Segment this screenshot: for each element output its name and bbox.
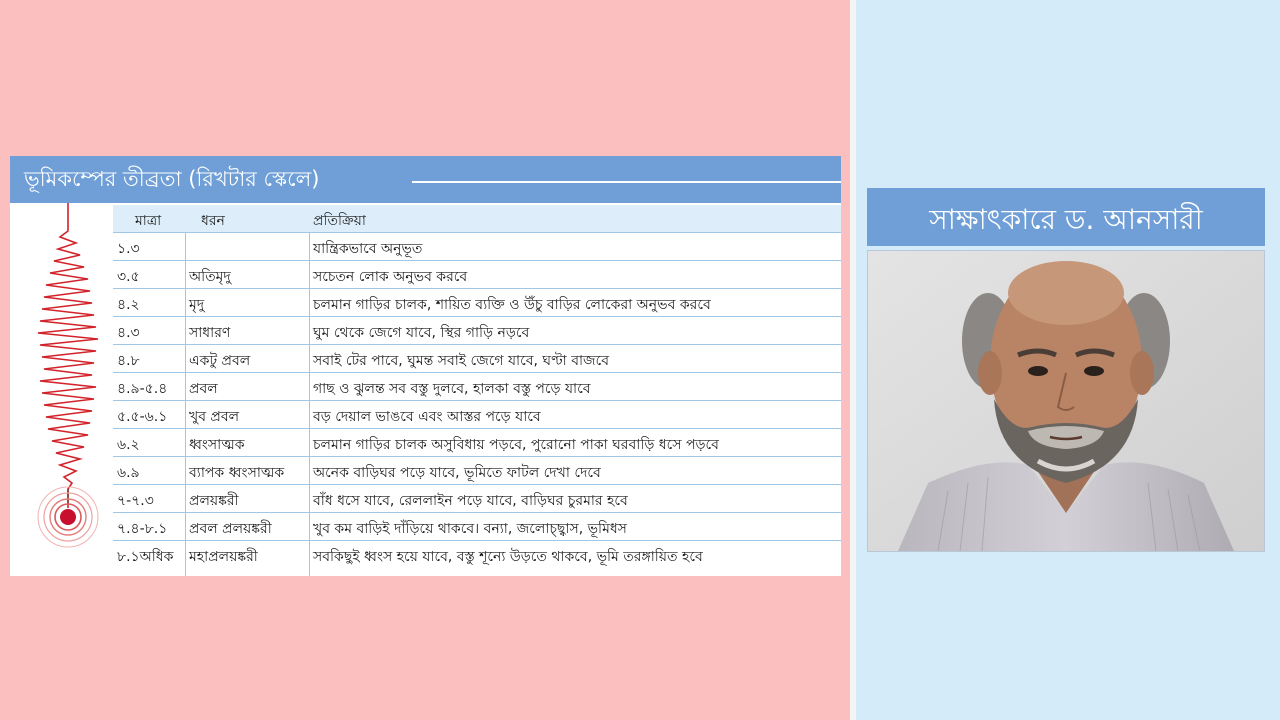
cell-magnitude: ৬.২ — [117, 437, 140, 453]
cell-magnitude: ১.৩ — [117, 241, 140, 257]
cell-magnitude: ৪.৩ — [117, 325, 140, 341]
cell-reaction: বড় দেয়াল ভাঙবে এবং আস্তর পড়ে যাবে — [313, 409, 541, 425]
seismograph-strip — [10, 203, 113, 576]
cell-reaction: ঘুম থেকে জেগে যাবে, স্থির গাড়ি নড়বে — [313, 325, 530, 341]
table-row — [113, 541, 841, 568]
cell-reaction: সচেতন লোক অনুভব করবে — [313, 269, 468, 285]
cell-type: খুব প্রবল — [189, 409, 240, 425]
table-row — [113, 429, 841, 457]
cell-magnitude: ৮.১অধিক — [117, 549, 174, 565]
cell-reaction: সবাই টের পাবে, ঘুমন্ত সবাই জেগে যাবে, ঘণ্টা বাজবে — [313, 353, 609, 369]
cell-reaction: যান্ত্রিকভাবে অনুভূত — [313, 241, 423, 257]
table-row — [113, 401, 841, 429]
richter-table — [113, 203, 841, 576]
table-row — [113, 233, 841, 261]
cell-magnitude: ৩.৫ — [117, 269, 140, 285]
cell-magnitude: ৬.৯ — [117, 465, 140, 481]
table-row — [113, 373, 841, 401]
interview-header — [867, 188, 1265, 246]
cell-magnitude: ৭.৪-৮.১ — [117, 521, 168, 537]
cell-magnitude: ৪.৮ — [117, 353, 140, 369]
cell-reaction: চলমান গাড়ির চালক, শায়িত ব্যক্তি ও উঁচু বাড়ির লোকেরা অনুভব করবে — [313, 297, 711, 313]
richter-scale-card — [10, 156, 841, 576]
cell-magnitude: ৪.২ — [117, 297, 140, 313]
header-reaction: প্রতিক্রিয়া — [313, 213, 366, 229]
cell-magnitude: ৫.৫-৬.১ — [117, 409, 168, 425]
title-rule-line — [412, 181, 841, 183]
seismograph-icon — [10, 203, 113, 576]
cell-magnitude: ৪.৯-৫.৪ — [117, 381, 168, 397]
cell-reaction: গাছ ও ঝুলন্ত সব বস্তু দুলবে, হালকা বস্তু পড়ে যাবে — [313, 381, 591, 397]
header-magnitude: মাত্রা — [135, 213, 162, 229]
cell-type: মহাপ্রলয়ঙ্করী — [189, 549, 258, 565]
richter-table-header — [10, 156, 841, 203]
cell-reaction: অনেক বাড়িঘর পড়ে যাবে, ভূমিতে ফাটল দেখা দেবে — [313, 465, 601, 481]
cell-type: সাধারণ — [189, 325, 231, 341]
cell-type: অতিমৃদু — [189, 269, 231, 285]
table-row — [113, 345, 841, 373]
column-divider — [309, 233, 310, 576]
interview-title: সাক্ষাৎকারে ড. আনসারী — [929, 203, 1203, 236]
table-row — [113, 485, 841, 513]
header-type: ধরন — [201, 213, 225, 229]
portrait-illustration — [868, 251, 1264, 551]
cell-type: প্রলয়ঙ্করী — [189, 493, 239, 509]
richter-table-title: ভূমিকম্পের তীব্রতা (রিখটার স্কেলে) — [24, 167, 320, 191]
cell-reaction: বাঁধ ধসে যাবে, রেললাইন পড়ে যাবে, বাড়িঘর চুরমার হবে — [313, 493, 628, 509]
cell-type: ধ্বংসাত্মক — [189, 437, 245, 453]
cell-type: ব্যাপক ধ্বংসাত্মক — [189, 465, 285, 481]
cell-reaction: চলমান গাড়ির চালক অসুবিধায় পড়বে, পুরোনো পাকা ঘরবাড়ি ধসে পড়বে — [313, 437, 719, 453]
table-row — [113, 261, 841, 289]
column-divider — [185, 233, 186, 576]
table-row — [113, 513, 841, 541]
table-row — [113, 457, 841, 485]
cell-reaction: সবকিছুই ধ্বংস হয়ে যাবে, বস্তু শূন্যে উড়তে থাকবে, ভূমি তরঙ্গায়িত হবে — [313, 549, 703, 565]
cell-type: একটু প্রবল — [189, 353, 251, 369]
table-row — [113, 289, 841, 317]
table-header-row — [113, 205, 841, 233]
cell-magnitude: ৭-৭.৩ — [117, 493, 154, 509]
table-row — [113, 317, 841, 345]
interviewee-portrait — [867, 250, 1265, 552]
cell-type: প্রবল প্রলয়ঙ্করী — [189, 521, 272, 537]
cell-reaction: খুব কম বাড়িই দাঁড়িয়ে থাকবে। বন্যা, জলোচ্ছ্বাস, ভূমিধস — [313, 521, 627, 537]
cell-type: প্রবল — [189, 381, 218, 397]
cell-type: মৃদু — [189, 297, 205, 313]
